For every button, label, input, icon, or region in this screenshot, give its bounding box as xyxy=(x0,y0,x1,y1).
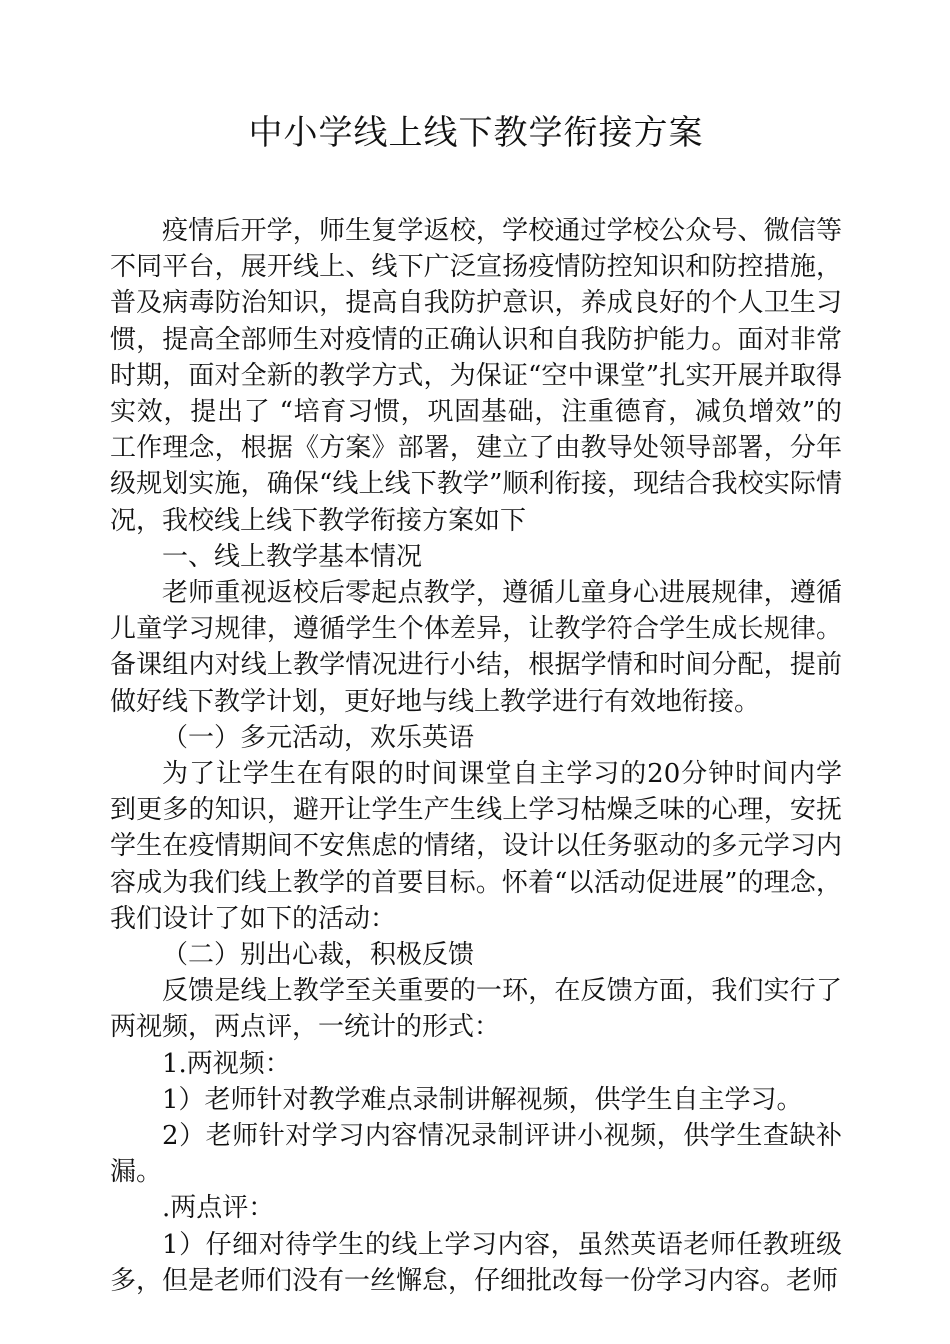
list-item: 1）仔细对待学生的线上学习内容，虽然英语老师任教班级多，但是老师们没有一丝懈怠，仔细批改每一份学习内容。老师 xyxy=(110,1229,842,1296)
list-item: 1）老师针对教学难点录制讲解视频，供学生自主学习。 xyxy=(162,1084,803,1115)
subsection-heading-1: （一）多元活动，欢乐英语 xyxy=(162,722,475,753)
document-title: 中小学线上线下教学衔接方案 xyxy=(248,113,704,153)
body-paragraph: 为了让学生在有限的时间课堂自主学习的20分钟时间内学到更多的知识，避开让学生产生线上学习枯燥乏味的心理，安抚学生在疫情期间不安焦虑的情绪，设计以任务驱动的多元学习内容成为我们线上教学的首要目标。怀着“以活动促进展”的理念，我们设计了如下的活动： xyxy=(110,759,842,934)
body-paragraph: 老师重视返校后零起点教学，遵循儿童身心进展规律，遵循儿童学习规律，遵循学生个体差异，让教学符合学生成长规律。备课组内对线上教学情况进行小结，根据学情和时间分配，提前做好线下教学计划，更好地与线上教学进行有效地衔接。 xyxy=(110,578,842,717)
subsection-heading-2: （二）别出心裁，积极反馈 xyxy=(162,940,475,971)
document-body xyxy=(110,213,842,1299)
list-heading-reviews: .两点评： xyxy=(162,1193,275,1224)
body-paragraph: 反馈是线上教学至关重要的一环，在反馈方面，我们实行了两视频，两点评，一统计的形式： xyxy=(110,976,842,1043)
intro-paragraph: 疫情后开学，师生复学返校，学校通过学校公众号、微信等不同平台，展开线上、线下广泛宣扬疫情防控知识和防控措施，普及病毒防治知识，提高自我防护意识，养成良好的个人卫生习惯，提高全部师生对疫情的正确认识和自我防护能力。面对非常时期，面对全新的教学方式，为保证“空中课堂”扎实开展并取得实效，提出了 “培育习惯，巩固基础，注重德育，减负增效”的工作理念，根据《方案》部署，建立了由教导处领导部署，分年级规划实施，确保“线上线下教学”顺利衔接，现结合我校实际情况，我校线上线下教学衔接方案如下 xyxy=(110,216,842,536)
section-heading-1: 一、线上教学基本情况 xyxy=(162,541,423,572)
list-item: 2）老师针对学习内容情况录制评讲小视频，供学生查缺补漏。 xyxy=(110,1121,842,1188)
list-heading-videos: 1.两视频： xyxy=(162,1048,291,1079)
